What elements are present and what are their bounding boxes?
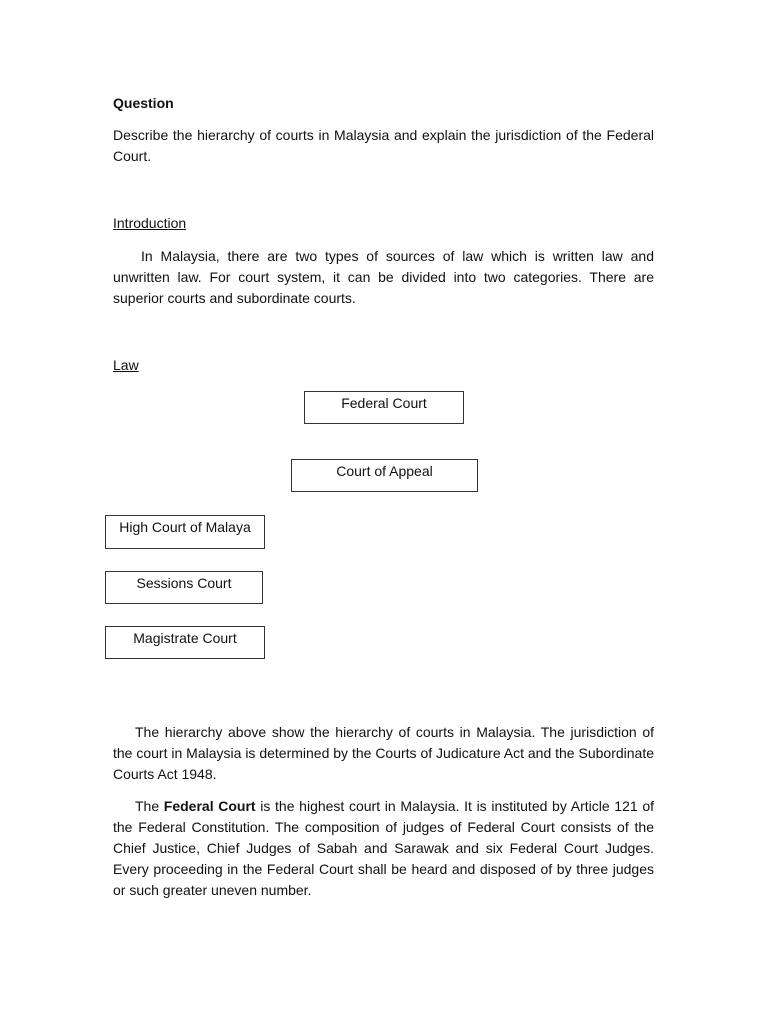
federal-court-prefix: The [135,798,164,814]
introduction-text: In Malaysia, there are two types of sources of law which is written law and unwritten law. For court system, it can be divided into two categories. There are superior courts and subordinate courts. [113,248,654,306]
court-box-appeal: Court of Appeal [291,459,478,492]
court-box-sessions: Sessions Court [105,571,263,604]
introduction-heading: Introduction [113,215,187,231]
law-heading: Law [113,357,139,373]
question-heading: Question [113,95,174,111]
federal-court-paragraph [113,796,654,901]
court-box-magistrate: Magistrate Court [105,626,265,659]
federal-court-text: is the highest court in Malaysia. It is instituted by Article 121 of the Federal Constitution. The composition of judges of Federal Court consists of the Chief Justice, Chief Judges of Sabah and Sarawak and six Federal Court Judges. Every proceeding in the Federal Court shall be heard and disposed of by three judges or such greater uneven number. [113,798,654,898]
question-text: Describe the hierarchy of courts in Malaysia and explain the jurisdiction of the Federal Court. [113,127,654,164]
federal-court-bold-term: Federal Court [163,798,256,814]
court-box-high-court: High Court of Malaya [105,515,265,549]
hierarchy-paragraph: The hierarchy above show the hierarchy of courts in Malaysia. The jurisdiction of the court in Malaysia is determined by the Courts of Judicature Act and the Subordinate Courts Act 1948. [113,724,654,782]
court-box-federal: Federal Court [304,391,464,424]
